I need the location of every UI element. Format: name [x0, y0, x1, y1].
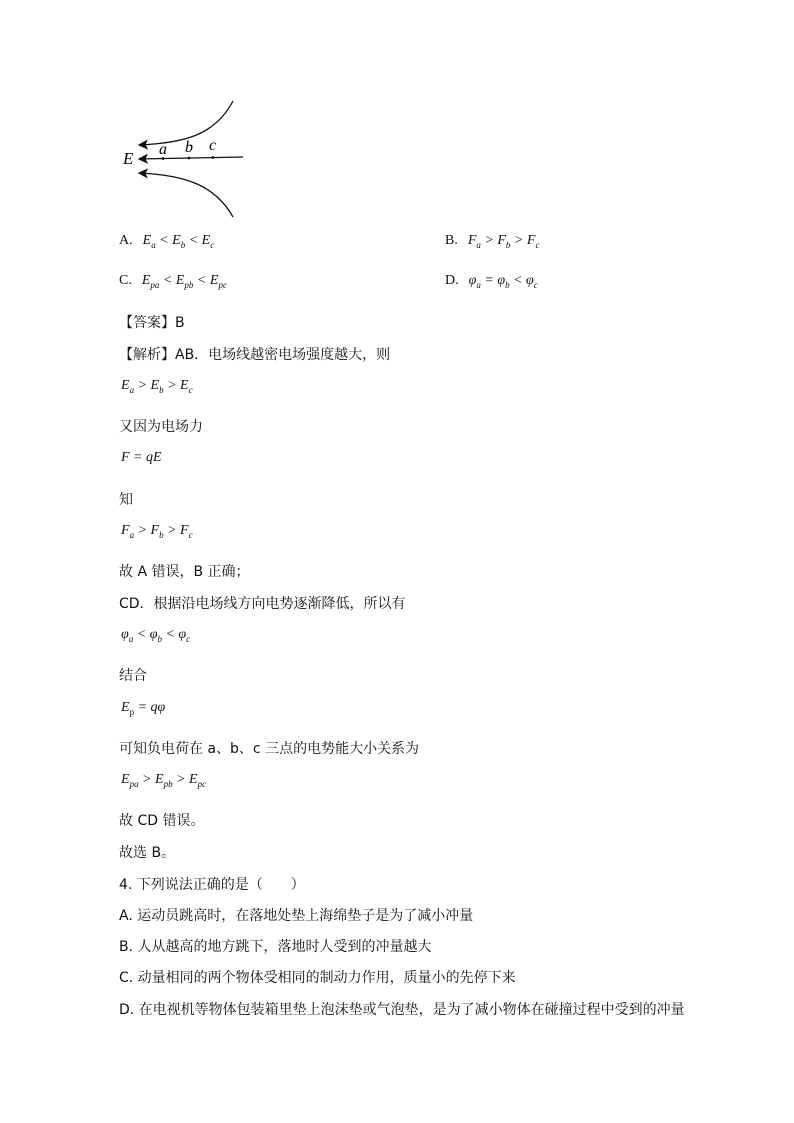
point-c-label: c	[209, 137, 217, 154]
point-b-dot	[188, 157, 191, 160]
equation-force: F = qE	[121, 450, 162, 465]
analysis-line-3: 知	[119, 492, 133, 508]
analysis-line-5: CD．根据沿电场线方向电势逐渐降低，所以有	[119, 596, 406, 612]
question-4-option-b[interactable]: B. 人从越高的地方跳下，落地时人受到的冲量越大	[119, 939, 432, 955]
field-line-bottom	[139, 173, 233, 217]
analysis-line-8: 故 CD 错误。	[119, 813, 205, 829]
analysis-line-9: 故选 B。	[119, 845, 176, 861]
point-a-label: a	[159, 141, 167, 158]
option-d[interactable]: D. $\varphi_a = \varphi_b < \varphi_c$	[445, 273, 538, 290]
question-4-stem: 4. 下列说法正确的是（ ）	[119, 877, 305, 893]
analysis-line-2: 又因为电场力	[119, 419, 203, 435]
equation-force-compare: $F_a > F_b > F_c$	[121, 523, 193, 540]
question-4-option-c[interactable]: C. 动量相同的两个物体受相同的制动力作用，质量小的先停下来	[119, 970, 516, 986]
point-c-dot	[212, 156, 215, 159]
equation-potential: $\varphi_a < \varphi_b < \varphi_c$	[121, 627, 191, 644]
equation-field-strength: $E_a > E_b > E_c$	[121, 378, 193, 395]
equation-potential-energy: $E_p = q\varphi$	[121, 700, 166, 717]
answer-line: 【答案】B	[119, 315, 185, 331]
field-label: E	[123, 149, 134, 168]
option-c[interactable]: C. $E_{pa} < E_{pb} < E_{pc}$	[119, 273, 227, 290]
field-line-middle	[139, 157, 243, 159]
equation-energy-compare: $E_{pa} > E_{pb} > E_{pc}$	[121, 772, 207, 789]
analysis-line-4: 故 A 错误，B 正确；	[119, 564, 250, 580]
analysis-intro: 【解析】AB．电场线越密电场强度越大，则	[119, 347, 391, 363]
analysis-line-6: 结合	[119, 668, 147, 684]
question-4-option-d[interactable]: D. 在电视机等物体包装箱里垫上泡沫垫或气泡垫，是为了减小物体在碰撞过程中受到的冲量	[119, 1002, 685, 1018]
analysis-line-7: 可知负电荷在 a、b、c 三点的电势能大小关系为	[119, 741, 420, 757]
electric-field-figure	[115, 95, 255, 225]
option-a[interactable]: A. $E_a < E_b < E_c$	[119, 233, 215, 250]
question-4-option-a[interactable]: A. 运动员跳高时，在落地处垫上海绵垫子是为了减小冲量	[119, 908, 474, 924]
option-b[interactable]: B. $F_a > F_b > F_c$	[445, 233, 540, 250]
point-b-label: b	[185, 139, 193, 156]
